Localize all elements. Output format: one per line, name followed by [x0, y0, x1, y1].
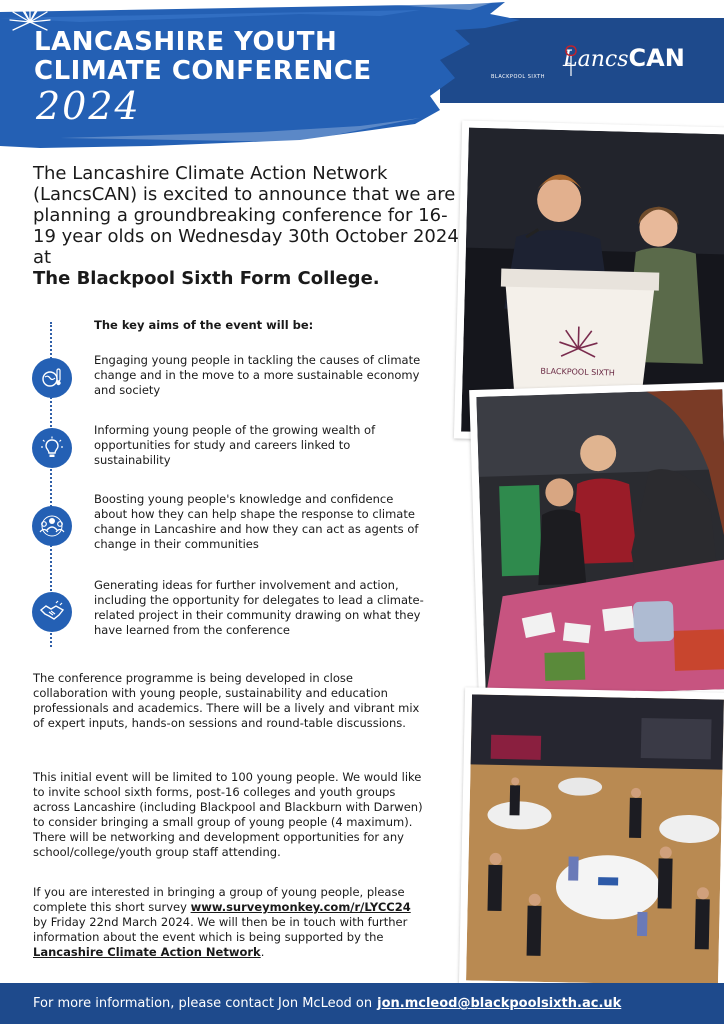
- photo-conference-hall: [459, 687, 724, 993]
- blackpool-sixth-logo-text: BLACKPOOL SIXTH: [491, 74, 545, 80]
- rose-icon: [563, 44, 579, 78]
- body-paragraph-1: The conference programme is being developed in close collaboration with young people, sustainability and education professionals and academics. There will be a lively and vibrant mix of expert inputs, hands-on sessions and round-table discussions.: [33, 671, 420, 730]
- photo-workshop-table: [469, 382, 724, 704]
- para3-text-b: by Friday 22nd March 2024. We will then be in touch with further information about the event which is being supported by the: [33, 915, 408, 944]
- lancscan-logo-can: CAN: [628, 44, 685, 72]
- blackpool-sixth-logo-icon: [0, 0, 60, 50]
- intro-venue: The Blackpool Sixth Form College.: [33, 268, 380, 289]
- lancscan-logo: [563, 44, 685, 72]
- aim-text-2: Informing young people of the growing wealth of opportunities for study and careers linked to sustainability: [94, 423, 376, 467]
- title-year: 2024: [36, 84, 141, 128]
- aim-text-3: Boosting young people's knowledge and confidence about how they can help shape the response to climate change in Lancashire and how they can act as agents of change in their communities: [94, 492, 419, 551]
- globe-thermometer-icon: [32, 358, 72, 398]
- aim-text-4: Generating ideas for further involvement and action, including the opportunity for delegates to lead a climate-related project in their community drawing on what they have learned from the conference: [94, 578, 424, 637]
- survey-link[interactable]: www.surveymonkey.com/r/LYCC24: [190, 900, 411, 914]
- intro-paragraph: [33, 163, 463, 289]
- body-paragraph-2: This initial event will be limited to 100 young people. We would like to invite school sixth forms, post-16 colleges and youth groups across Lancashire (including Blackpool and Blackburn with Darwen) to consider bringing a small group of young people (4 maximum). There will be networking and development opportunities for any school/college/youth group staff attending.: [33, 770, 423, 859]
- people-group-icon: [32, 506, 72, 546]
- footer-contact-bar: [0, 983, 724, 1024]
- aims-heading: The key aims of the event will be:: [94, 318, 314, 332]
- para3-text-a: If you are interested in bringing a group of young people, please complete this short survey: [33, 885, 405, 914]
- title-line-2: CLIMATE CONFERENCE: [34, 56, 372, 86]
- network-link[interactable]: Lancashire Climate Action Network: [33, 945, 261, 959]
- handshake-icon: [32, 592, 72, 632]
- para3-end: .: [260, 945, 265, 959]
- lancscan-logo-lancs: Lancs: [563, 47, 629, 72]
- title-line-1: LANCASHIRE YOUTH: [34, 27, 338, 57]
- footer-text: For more information, please contact Jon McLeod on: [33, 996, 373, 1011]
- aim-text-1: Engaging young people in tackling the causes of climate change and in the move to a more sustainable economy and society: [94, 353, 421, 397]
- lightbulb-icon: [32, 428, 72, 468]
- intro-text: The Lancashire Climate Action Network (LancsCAN) is excited to announce that we are planning a groundbreaking conference for 16-19 year olds on Wednesday 30th October 2024 at: [33, 163, 459, 268]
- podium-text: BLACKPOOL SIXTH: [540, 366, 615, 378]
- footer-email-link[interactable]: jon.mcleod@blackpoolsixth.ac.uk: [377, 996, 622, 1011]
- body-paragraph-3: [33, 885, 425, 960]
